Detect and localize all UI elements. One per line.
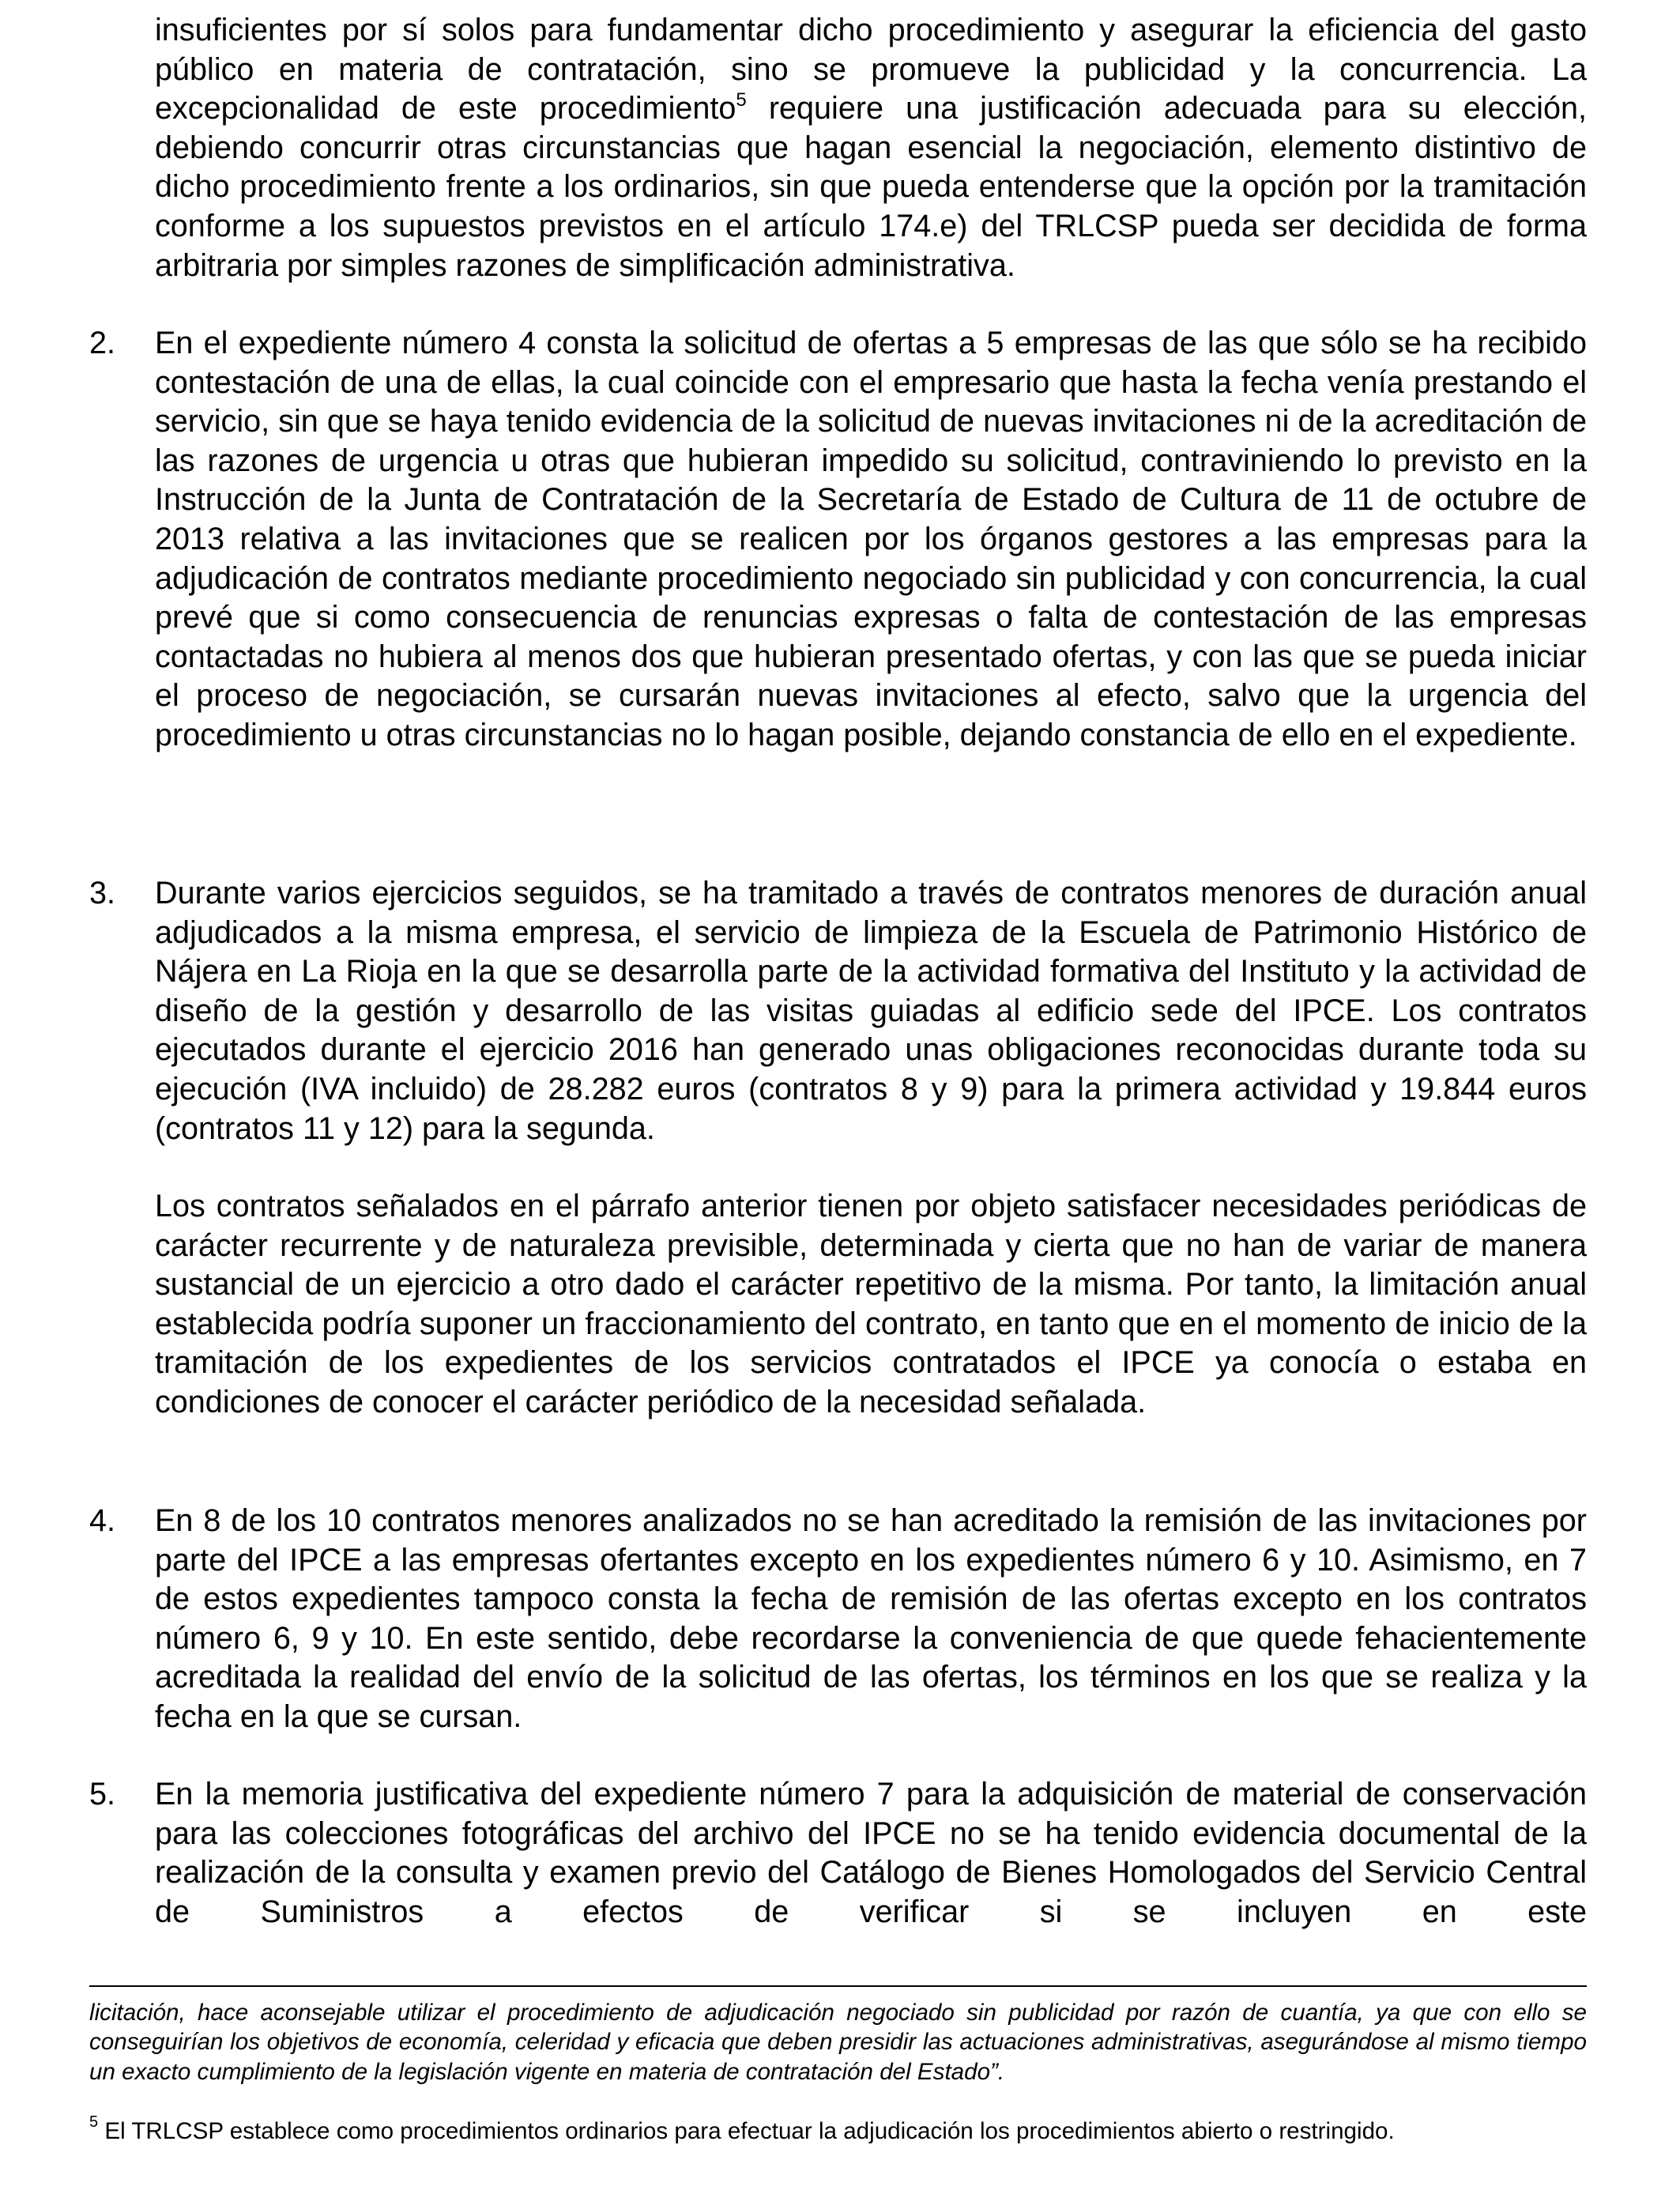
footnote-continued: licitación, hace aconsejable utilizar el procedimiento de adjudicación negociado sin publicidad por razón de cuantía, ya que con ello se conseguirían los objetivos de economía, celeridad y eficacia que deben presidir las actuaciones administrativas, asegurándose al mismo tiempo un exacto cumplimiento de la legislación vigente en materia de contratación del Estado”.	[89, 2000, 1587, 2085]
item-number-4: 4.	[89, 1503, 116, 1538]
item-2-paragraph: En el expediente número 4 consta la solicitud de ofertas a 5 empresas de las que sólo se ha recibido contestación de una de ellas, la cual coincide con el empresario que hasta la fecha venía prestando el servicio, sin que se haya tenido evidencia de la solicitud de nuevas invitaciones ni de la acreditación de las razones de urgencia u otras que hubieran impedido su solicitud, contraviniendo lo previsto en la Instrucción de la Junta de Contratación de la Secretaría de Estado de Cultura de 11 de octubre de 2013 relativa a las invitaciones que se realicen por los órganos gestores a las empresas para la adjudicación de contratos mediante procedimiento negociado sin publicidad y con concurrencia, la cual prevé que si como consecuencia de renuncias expresas o falta de contestación de las empresas contactadas no hubiera al menos dos que hubieran presentado ofertas, y con las que se pueda iniciar el proceso de negociación, se cursarán nuevas invitaciones al efecto, salvo que la urgencia del procedimiento u otras circunstancias no lo hagan posible, dejando constancia de ello en el expediente.	[155, 326, 1587, 752]
footnote-5-marker: 5	[89, 2113, 99, 2132]
footnote-separator	[89, 1985, 1587, 1987]
item-5-paragraph: En la memoria justificativa del expediente número 7 para la adquisición de material de conservación para las colecciones fotográficas del archivo del IPCE no se ha tenido evidencia documental de la realización de la consulta y examen previo del Catálogo de Bienes Homologados del Servicio Central de Suministros a efectos de verificar si se incluyen en este	[155, 1777, 1587, 1929]
footnote-ref-5[interactable]: 5	[736, 89, 747, 111]
item-3-paragraph: Durante varios ejercicios seguidos, se ha tramitado a través de contratos menores de duración anual adjudicados a la misma empresa, el servicio de limpieza de la Escuela de Patrimonio Histórico de Nájera en La Rioja en la que se desarrolla parte de la actividad formativa del Instituto y la actividad de diseño de la gestión y desarrollo de las visitas guiadas al edificio sede del IPCE. Los contratos ejecutados durante el ejercicio 2016 han generado unas obligaciones reconocidas durante toda su ejecución (IVA incluido) de 28.282 euros (contratos 8 y 9) para la primera actividad y 19.844 euros (contratos 11 y 12) para la segunda.	[155, 876, 1587, 1146]
footnote-5	[89, 2113, 1587, 2146]
item-4-paragraph: En 8 de los 10 contratos menores analizados no se han acreditado la remisión de las invitaciones por parte del IPCE a las empresas ofertantes excepto en los expedientes número 6 y 10. Asimismo, en 7 de estos expedientes tampoco consta la fecha de remisión de las ofertas excepto en los contratos número 6, 9 y 10. En este sentido, debe recordarse la conveniencia de que quede fehacientemente acreditada la realidad del envío de la solicitud de las ofertas, los términos en los que se realiza y la fecha en la que se cursan.	[155, 1503, 1587, 1734]
item-number-2: 2.	[89, 326, 116, 360]
item-3-continuation: Los contratos señalados en el párrafo anterior tienen por objeto satisfacer necesidades periódicas de carácter recurrente y de naturaleza previsible, determinada y cierta que no han de variar de manera sustancial de un ejercicio a otro dado el carácter repetitivo de la misma. Por tanto, la limitación anual establecida podría suponer un fraccionamiento del contrato, en tanto que en el momento de inicio de la tramitación de los expedientes de los servicios contratados el IPCE ya conocía o estaba en condiciones de conocer el carácter periódico de la necesidad señalada.	[155, 1189, 1587, 1419]
item-number-5: 5.	[89, 1777, 116, 1811]
intro-text-after: requiere una justificación adecuada para su elección, debiendo concurrir otras circunstancias que hagan esencial la negociación, elemento distintivo de dicho procedimiento frente a los ordinarios, sin que pueda entenderse que la opción por la tramitación conforme a los supuestos previstos en el artículo 174.e) del TRLCSP pueda ser decidida de forma arbitraria por simples razones de simplificación administrativa.	[155, 91, 1587, 283]
intro-text-before: insuficientes por sí solos para fundamentar dicho procedimiento y asegurar la eficiencia del gasto público en materia de contratación, sino se promueve la publicidad y la concurrencia. La excepcionalidad de este procedimiento	[155, 13, 1587, 126]
item-number-3: 3.	[89, 876, 116, 910]
intro-paragraph	[155, 11, 1587, 285]
footnote-5-text: El TRLCSP establece como procedimientos ordinarios para efectuar la adjudicación los procedimientos abierto o restringido.	[98, 2118, 1395, 2144]
